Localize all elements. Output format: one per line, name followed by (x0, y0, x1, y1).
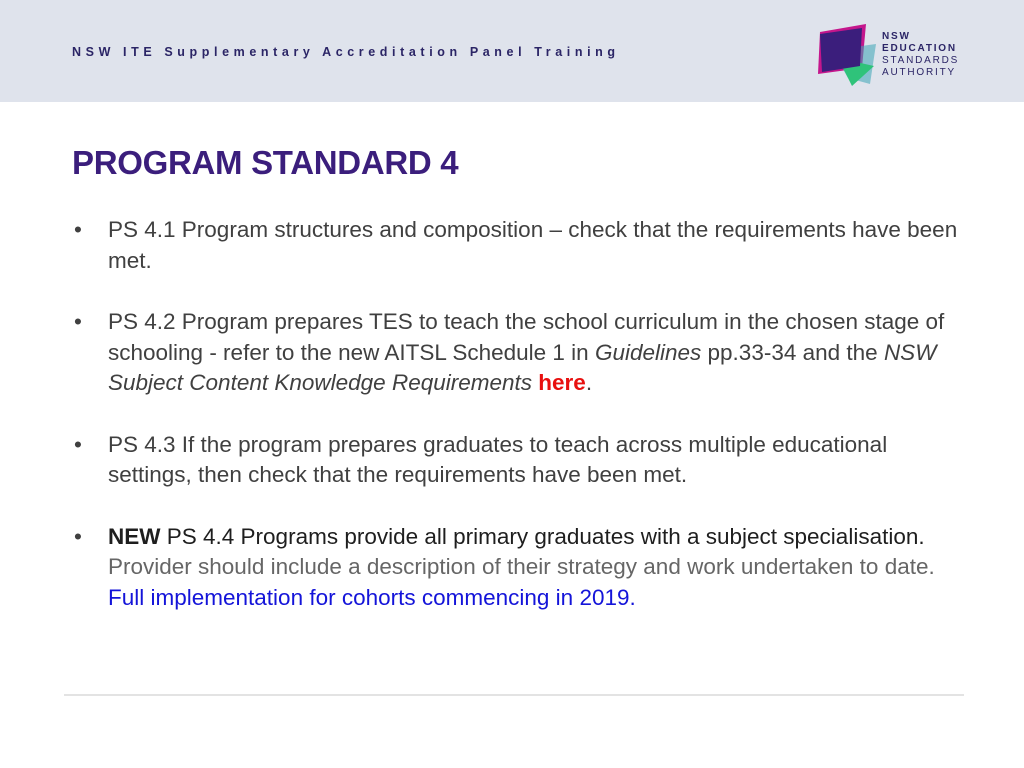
bullet-text-main: PS 4.4 Programs provide all primary graduates with a subject specialisation. (160, 523, 925, 549)
bullet-text-grey: Provider should include a description of their strategy and work undertaken to date. (108, 554, 935, 579)
bullet-list (72, 215, 962, 644)
content-knowledge-reference: NSW Subject Content Knowledge Requirements (108, 339, 937, 395)
nesa-logo (818, 22, 978, 92)
here-link[interactable]: here (538, 370, 586, 395)
bullet-dot: • (74, 309, 82, 334)
bullet-text: PS 4.1 Program structures and composition – check that the requirements have been met. (108, 217, 958, 273)
bullet-ps-4-1 (72, 215, 962, 276)
page-title: PROGRAM STANDARD 4 (72, 144, 459, 181)
bullet-text: PS 4.3 If the program prepares graduates to teach across multiple educational settings, then check that the requirements have been met. (108, 431, 888, 487)
header-band (0, 0, 1024, 102)
nesa-logo-mark-icon (818, 22, 880, 92)
bullet-dot: • (74, 431, 82, 457)
bullet-text-part: pp.33-34 and the (701, 339, 884, 365)
bullet-ps-4-2 (72, 307, 962, 399)
footer-divider (64, 694, 964, 696)
bullet-text-part: PS 4.2 Program prepares TES to teach the school curriculum in the chosen stage of schooling - refer to the new AITSL Schedule 1 in (108, 309, 945, 365)
bullet-ps-4-4 (72, 522, 962, 614)
logo-line-2: EDUCATION (882, 43, 957, 54)
bullet-text-part: . (585, 370, 593, 395)
new-label: NEW (108, 523, 161, 549)
guidelines-reference: Guidelines (594, 339, 702, 365)
bullet-ps-4-3 (72, 430, 962, 491)
bullet-text-blue: Full implementation for cohorts commencing in 2019. (108, 584, 636, 610)
logo-line-1: NSW (882, 31, 911, 42)
bullet-dot: • (74, 523, 82, 549)
logo-wordmark (882, 31, 959, 79)
bullet-dot: • (74, 217, 82, 242)
logo-line-3: STANDARDS (882, 55, 960, 66)
header-title: NSW ITE Supplementary Accreditation Panel Training (72, 45, 620, 59)
logo-line-4: AUTHORITY (882, 67, 956, 78)
